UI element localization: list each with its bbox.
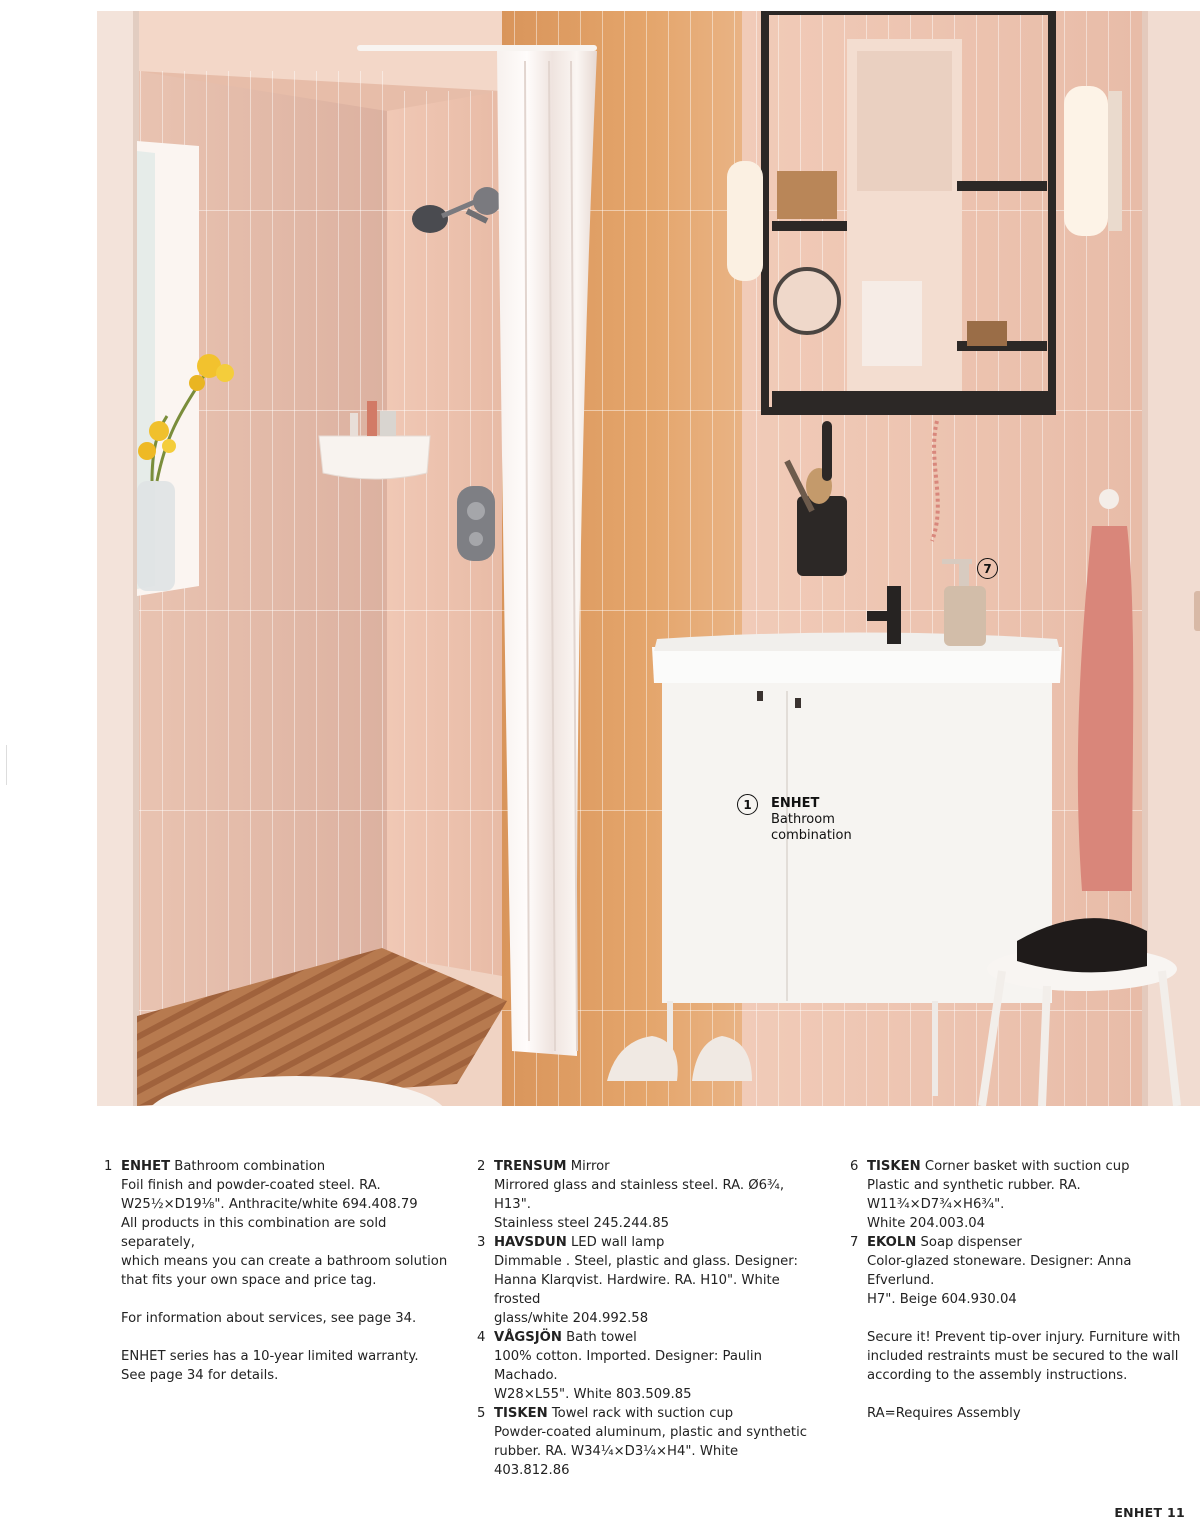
product-line: glass/white 204.992.58: [494, 1311, 649, 1326]
product-line: White 204.003.04: [867, 1216, 986, 1231]
product-line: All products in this combination are sold separately,: [121, 1216, 387, 1250]
product-title: Mirror: [570, 1159, 610, 1174]
product-item: [104, 1157, 449, 1290]
page-edge-mark: [6, 745, 7, 785]
product-title: Towel rack with suction cup: [551, 1406, 734, 1421]
product-column-3: [850, 1157, 1195, 1423]
product-name: EKOLN: [867, 1235, 917, 1250]
callout-desc-line2: combination: [771, 828, 852, 843]
product-line: which means you can create a bathroom solution: [121, 1254, 448, 1269]
product-line: Stainless steel 245.244.85: [494, 1216, 669, 1231]
product-title: Bath towel: [566, 1330, 637, 1345]
product-line: rubber. RA. W34¼×D3¼×H4". White 403.812.86: [494, 1444, 739, 1478]
product-number: 2: [477, 1159, 486, 1174]
product-number: 6: [850, 1159, 859, 1174]
product-line: Hanna Klarqvist. Hardwire. RA. H10". White frosted: [494, 1273, 780, 1307]
warranty-line: ENHET series has a 10-year limited warranty.: [121, 1349, 419, 1364]
bathroom-photo: [97, 11, 1200, 1106]
assembly-legend: RA=Requires Assembly: [867, 1406, 1021, 1421]
product-item: [477, 1328, 817, 1404]
product-line: H7". Beige 604.930.04: [867, 1292, 1017, 1307]
product-item: [477, 1404, 817, 1480]
product-line: that fits your own space and price tag.: [121, 1273, 377, 1288]
warranty-line: See page 34 for details.: [121, 1368, 279, 1383]
product-item: [850, 1233, 1195, 1309]
product-line: 100% cotton. Imported. Designer: Paulin Machado.: [494, 1349, 762, 1383]
callout-desc-line1: Bathroom: [771, 812, 835, 827]
product-title: Bathroom combination: [174, 1159, 326, 1174]
product-line: Plastic and synthetic rubber. RA. W11¾×D7¾×H6¾".: [867, 1178, 1081, 1212]
callout-text: [771, 796, 881, 844]
product-line: Dimmable . Steel, plastic and glass. Designer:: [494, 1254, 798, 1269]
product-line: Foil finish and powder-coated steel. RA.: [121, 1178, 381, 1193]
product-column-2: [477, 1157, 817, 1480]
product-name: VÅGSJÖN: [494, 1330, 562, 1345]
product-number: 7: [850, 1235, 859, 1250]
product-item: [850, 1157, 1195, 1233]
product-item: [477, 1233, 817, 1328]
product-title: Corner basket with suction cup: [924, 1159, 1130, 1174]
safety-line: according to the assembly instructions.: [867, 1368, 1128, 1383]
product-name: ENHET: [121, 1159, 171, 1174]
product-name: HAVSDUN: [494, 1235, 567, 1250]
product-title: LED wall lamp: [570, 1235, 665, 1250]
product-name: TRENSUM: [494, 1159, 567, 1174]
product-number: 5: [477, 1406, 486, 1421]
product-item: [477, 1157, 817, 1233]
page-footer: ENHET 11: [1114, 1505, 1185, 1520]
product-column-1: [104, 1157, 449, 1385]
safety-line: included restraints must be secured to the wall: [867, 1349, 1179, 1364]
product-line: Powder-coated aluminum, plastic and synthetic: [494, 1425, 807, 1440]
services-note: For information about services, see page 34.: [121, 1311, 417, 1326]
callout-product-name: ENHET: [771, 796, 820, 811]
product-title: Soap dispenser: [920, 1235, 1022, 1250]
product-line: W25½×D19⅛". Anthracite/white 694.408.79: [121, 1197, 418, 1212]
product-name: TISKEN: [867, 1159, 921, 1174]
product-line: Mirrored glass and stainless steel. RA. Ø6¾, H13".: [494, 1178, 785, 1212]
callout-number: 1: [737, 794, 758, 815]
product-number: 4: [477, 1330, 486, 1345]
product-line: W28×L55". White 803.509.85: [494, 1387, 692, 1402]
safety-note: [850, 1328, 1195, 1385]
warranty-note: [104, 1347, 449, 1385]
product-line: Color-glazed stoneware. Designer: Anna Efverlund.: [867, 1254, 1132, 1288]
product-number: 3: [477, 1235, 486, 1250]
safety-line: Secure it! Prevent tip-over injury. Furniture with: [867, 1330, 1181, 1345]
callout-number: 7: [977, 558, 998, 579]
product-name: TISKEN: [494, 1406, 548, 1421]
product-number: 1: [104, 1159, 113, 1174]
